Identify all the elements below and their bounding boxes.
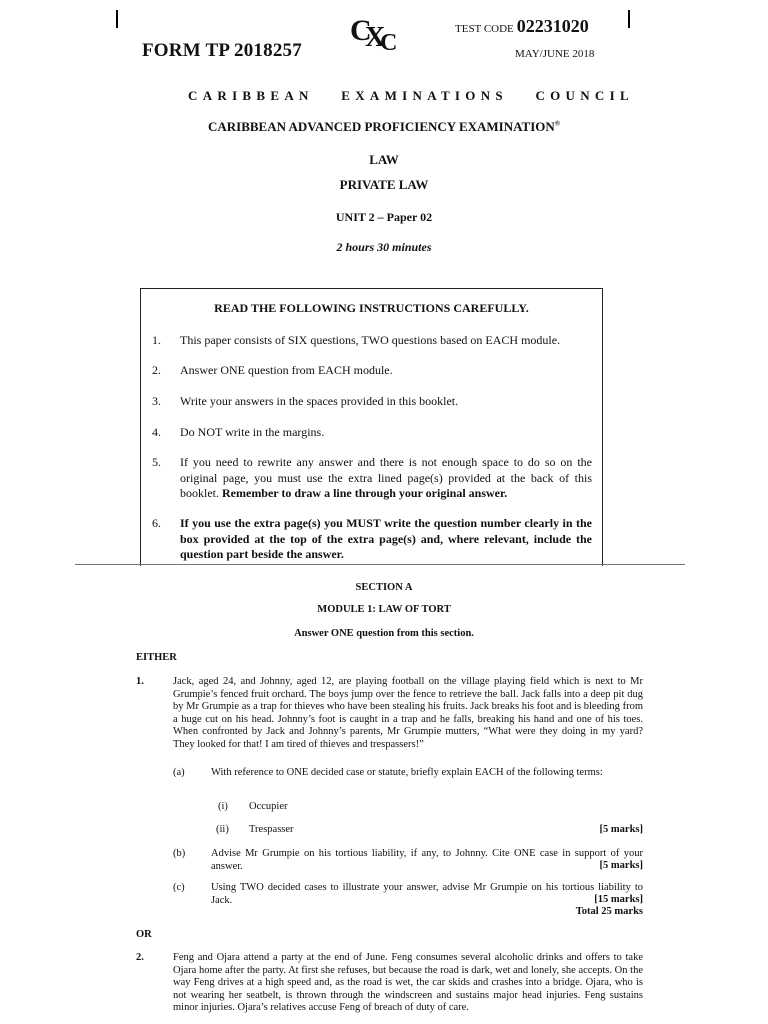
marks-label: [15 marks] xyxy=(594,894,643,905)
instruction-number: 3. xyxy=(152,394,161,408)
svg-text:C: C xyxy=(380,30,398,52)
question-2-text: Feng and Ojara attend a party at the end of June. Feng consumes several alcoholic drinks and offers to take Ojara home after the party. At first she refuses, but because the road is dark, wet and lonely, she accepts. On the way Feng drives at a high speed and, as the road is wet, the car skids and crashes into a bridge. Ojara, who is not wearing her seatbelt, is thrown through the windscreen and sustains major head injuries. Feng sustains minor injuries. Ojara’s relatives accuse Feng of breach of duty of care. xyxy=(173,952,643,1013)
test-code-number: 02231020 xyxy=(516,16,589,36)
page-divider xyxy=(75,564,685,565)
council-name: CARIBBEAN EXAMINATIONS COUNCIL xyxy=(188,88,634,103)
svg-text:C: C xyxy=(350,14,372,47)
question-1-text: Jack, aged 24, and Johnny, aged 12, are playing football on the village playing field which is next to Mr Grumpie’s fenced fruit orchard. The boys jump over the fence to retrieve the ball. Jack falls into a deep pit dug by Mr Grumpie as a trap for thieves who have been stealing his fruits. Jack breaks his foot and is bleeding from a huge cut on his head. Johnny’s foot is caught in a trap and he falls, breaking his hand and one of his toes. When confronted by Jack and Johnny’s parents, Mr Grumpie mutters, “What were they doing in my yard? They looked for that! I am tired of thieves and trespassers!” xyxy=(173,676,643,750)
module-title: MODULE 1: LAW OF TORT xyxy=(317,604,451,615)
question-page xyxy=(0,566,768,1024)
instruction-text: This paper consists of SIX questions, TWO questions based on EACH module. xyxy=(180,333,561,347)
exam-name xyxy=(0,119,768,135)
exam-name-text: CARIBBEAN ADVANCED PROFICIENCY EXAMINATION xyxy=(207,119,555,134)
total-marks: Total 25 marks xyxy=(575,906,643,917)
instructions-heading: READ THE FOLLOWING INSTRUCTIONS CAREFULLY. xyxy=(214,301,529,315)
registered-mark: ® xyxy=(554,119,561,128)
duration: 2 hours 30 minutes xyxy=(336,240,432,254)
test-code-label: TEST CODE xyxy=(455,23,514,35)
subject: LAW xyxy=(369,152,399,167)
part-label: (a) xyxy=(173,767,185,778)
instruction-number: 2. xyxy=(152,363,161,377)
instruction-text: If you use the extra page(s) you MUST write the question number clearly in the box provided at the top of the extra page(s) and, where relevant, include the question part beside the answer. xyxy=(180,516,592,561)
either-label: EITHER xyxy=(136,652,177,663)
left-registration-mark xyxy=(116,10,118,28)
right-registration-mark xyxy=(628,10,630,28)
instruction-emphasis: Remember to draw a line through your original answer. xyxy=(222,486,508,500)
subpart-label: (i) xyxy=(218,801,228,812)
marks-label: [5 marks] xyxy=(599,824,643,835)
instruction-text: Write your answers in the spaces provided in this booklet. xyxy=(180,394,459,408)
subpart-label: (ii) xyxy=(216,824,229,835)
marks-label: [5 marks] xyxy=(599,860,643,871)
part-label: (b) xyxy=(173,848,186,859)
section-directive: Answer ONE question from this section. xyxy=(294,628,474,639)
subpart-text: Occupier xyxy=(249,801,288,812)
instruction-text-5 xyxy=(180,455,592,502)
or-label: OR xyxy=(136,929,152,940)
unit-paper: UNIT 2 – Paper 02 xyxy=(335,210,433,224)
instruction-number: 4. xyxy=(152,425,161,439)
exam-session: MAY/JUNE 2018 xyxy=(515,48,595,60)
form-code: FORM TP 2018257 xyxy=(142,40,302,61)
instructions-box xyxy=(140,288,603,578)
part-b-text: Advise Mr Grumpie on his tortious liability, if any, to Johnny. Cite ONE case in support of your answer. xyxy=(211,848,643,872)
part-a-text: With reference to ONE decided case or statute, briefly explain EACH of the following terms: xyxy=(211,767,603,778)
question-number: 2. xyxy=(136,952,144,963)
instruction-number: 1. xyxy=(152,333,161,347)
part-label: (c) xyxy=(173,882,185,893)
instruction-number: 6. xyxy=(152,516,161,530)
cxc-logo xyxy=(348,10,400,52)
section-title: SECTION A xyxy=(355,582,413,593)
instruction-text: Do NOT write in the margins. xyxy=(180,425,325,439)
test-code xyxy=(455,16,589,37)
part-c-text: Using TWO decided cases to illustrate your answer, advise Mr Grumpie on his tortious liability to Jack. xyxy=(211,882,643,906)
instruction-text: If you need to rewrite any answer and there is not enough space to do so on the original page, you must use the extra lined page(s) provided at the back of this booklet. xyxy=(180,455,592,500)
instruction-number: 5. xyxy=(152,455,161,469)
svg-text:X: X xyxy=(365,22,386,52)
question-number: 1. xyxy=(136,676,144,687)
sub-subject: PRIVATE LAW xyxy=(339,177,429,192)
instruction-text: Answer ONE question from EACH module. xyxy=(180,363,393,377)
subpart-text: Trespasser xyxy=(249,824,294,835)
